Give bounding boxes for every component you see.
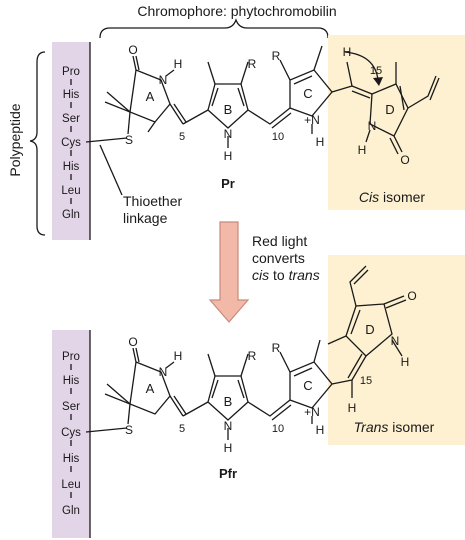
thioether-label-2: linkage bbox=[123, 210, 168, 226]
residue: Leu bbox=[61, 479, 81, 491]
pfr-label: Pfr bbox=[218, 466, 238, 481]
atom-h: H bbox=[347, 401, 357, 415]
thioether-label-1: Thioether bbox=[123, 193, 183, 209]
atom-r: R bbox=[247, 57, 257, 71]
ring-label-b: B bbox=[223, 394, 233, 409]
pr-label: Pr bbox=[221, 176, 235, 191]
residue: His bbox=[62, 89, 80, 101]
residue: Ser bbox=[62, 401, 80, 413]
position-10: 10 bbox=[271, 423, 285, 435]
residue: His bbox=[62, 161, 80, 173]
polypeptide-brace bbox=[30, 52, 45, 235]
ring-label-a: A bbox=[145, 89, 155, 104]
residue-cys: Cys bbox=[61, 427, 81, 439]
atom-h: H bbox=[223, 441, 233, 455]
atom-n-plus: +N bbox=[304, 405, 320, 419]
atom-o: O bbox=[128, 43, 138, 57]
atom-r: R bbox=[271, 341, 281, 355]
pfr-panel bbox=[52, 255, 465, 538]
residue: Gln bbox=[62, 505, 80, 517]
atom-r: R bbox=[247, 349, 257, 363]
atom-o: O bbox=[407, 289, 417, 303]
cys-s-bond bbox=[86, 428, 127, 432]
atom-h: H bbox=[400, 355, 410, 369]
atom-n-plus: +N bbox=[304, 113, 320, 127]
atom-h: H bbox=[315, 423, 325, 437]
atom-s: S bbox=[124, 423, 134, 437]
atom-h: H bbox=[357, 143, 367, 157]
ring-label-b: B bbox=[223, 102, 233, 117]
position-5: 5 bbox=[178, 131, 186, 143]
position-10: 10 bbox=[271, 131, 285, 143]
atom-h: H bbox=[173, 57, 183, 71]
atom-n: N bbox=[223, 419, 233, 433]
atom-r: R bbox=[271, 49, 281, 63]
arrow-text-3: cis to trans bbox=[252, 267, 320, 283]
residue: His bbox=[62, 375, 80, 387]
ring-label-c: C bbox=[303, 378, 313, 393]
atom-o: O bbox=[400, 153, 410, 167]
chromophore-brace bbox=[100, 20, 328, 38]
atom-n: N bbox=[223, 127, 233, 141]
chromophore-title: Chromophore: phytochromobilin bbox=[137, 3, 337, 19]
residue: Leu bbox=[61, 185, 81, 197]
atom-n: N bbox=[390, 334, 400, 348]
position-15: 15 bbox=[369, 65, 383, 77]
conversion-arrow bbox=[210, 222, 248, 322]
residue: Pro bbox=[62, 351, 80, 363]
atom-n: N bbox=[158, 73, 168, 87]
cis-isomer-label: Cis isomer bbox=[358, 189, 426, 205]
atom-s: S bbox=[124, 133, 134, 147]
cys-s-bond bbox=[86, 138, 127, 142]
residue: Pro bbox=[62, 66, 80, 78]
thioether-pointer bbox=[100, 145, 122, 195]
residue: His bbox=[62, 453, 80, 465]
residue: Gln bbox=[62, 209, 80, 221]
residue-cys: Cys bbox=[61, 137, 81, 149]
atom-o: O bbox=[128, 335, 138, 349]
ring-d-highlight bbox=[328, 255, 465, 445]
ring-label-c: C bbox=[303, 86, 313, 101]
ring-label-d: D bbox=[365, 322, 375, 337]
ring-d-highlight bbox=[328, 35, 465, 210]
trans-isomer-label: Trans isomer bbox=[353, 419, 435, 435]
atom-h: H bbox=[315, 135, 325, 149]
position-5: 5 bbox=[178, 423, 186, 435]
atom-h: H bbox=[223, 149, 233, 163]
ring-label-d: D bbox=[385, 102, 395, 117]
pr-panel bbox=[7, 3, 465, 240]
ring-label-a: A bbox=[145, 381, 155, 396]
position-15: 15 bbox=[359, 375, 373, 387]
atom-h: H bbox=[173, 349, 183, 363]
atom-n: N bbox=[158, 365, 168, 379]
arrow-text-1: Red light bbox=[252, 233, 308, 249]
arrow-text-2: converts bbox=[252, 250, 305, 266]
atom-n: N bbox=[367, 119, 377, 133]
atom-h: H bbox=[342, 45, 352, 59]
residue: Ser bbox=[62, 113, 80, 125]
polypeptide-label: Polypeptide bbox=[7, 103, 23, 177]
